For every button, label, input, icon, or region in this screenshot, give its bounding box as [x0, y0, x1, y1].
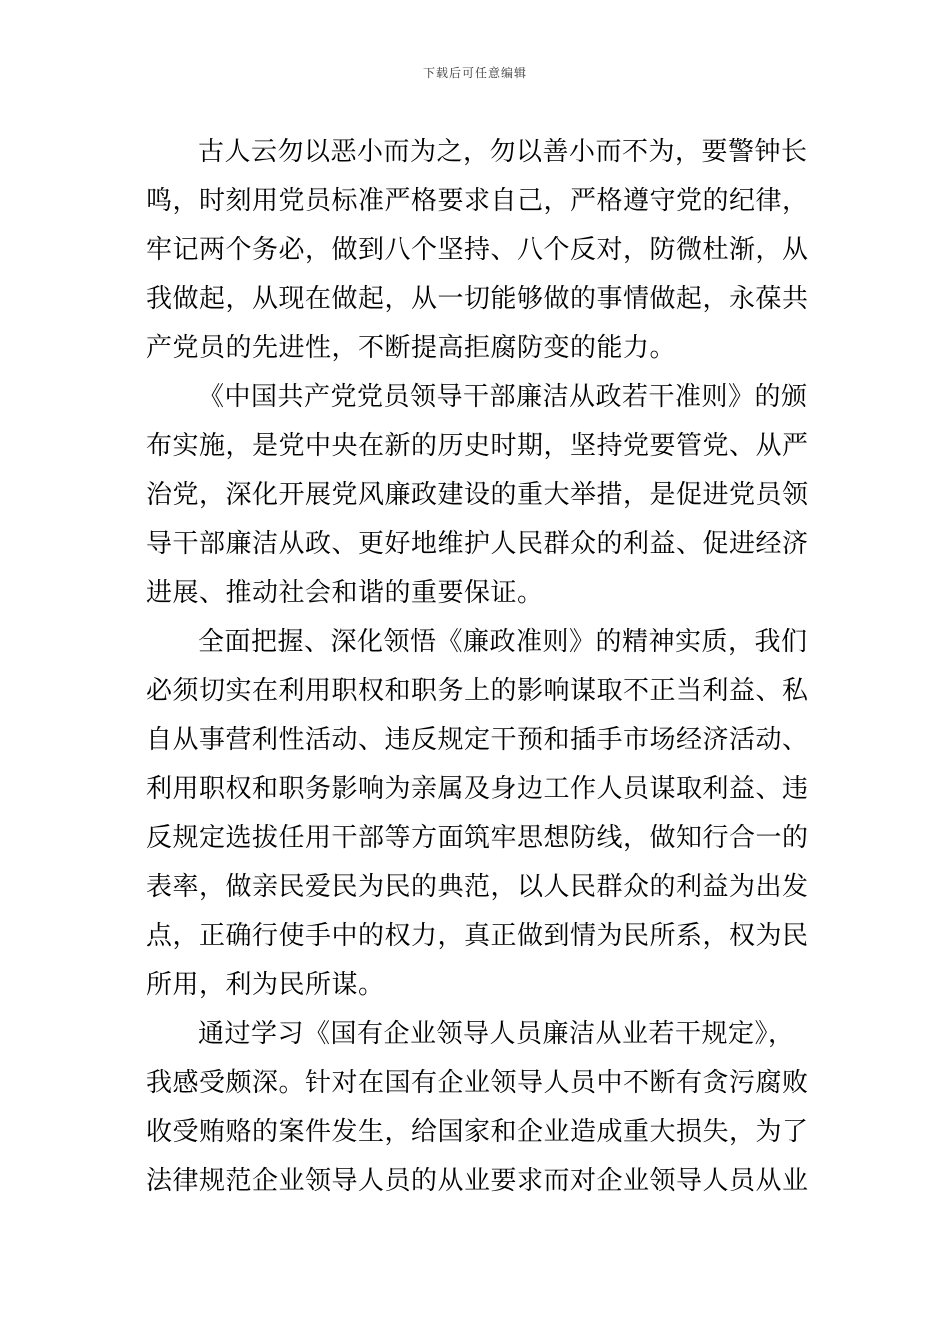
- text-line: 我感受颇深。针对在国有企业领导人员中不断有贪污腐败: [146, 1068, 809, 1098]
- paragraph-2: [146, 373, 809, 618]
- text-line: 必须切实在利用职权和职务上的影响谋取不正当利益、私: [146, 676, 809, 706]
- text-line: 自从事营利性活动、违反规定干预和插手市场经济活动、: [146, 725, 809, 755]
- text-line: 表率，做亲民爱民为民的典范，以人民群众的利益为出发: [146, 872, 809, 902]
- text-line: 反规定选拔任用干部等方面筑牢思想防线，做知行合一的: [146, 823, 809, 853]
- text-line: 布实施，是党中央在新的历史时期，坚持党要管党、从严: [146, 431, 809, 461]
- text-line: 进展、推动社会和谐的重要保证。: [146, 578, 544, 608]
- text-line: 收受贿赂的案件发生，给国家和企业造成重大损失，为了: [146, 1117, 809, 1147]
- paragraph-1: [146, 128, 809, 373]
- paragraph-4: [146, 1010, 809, 1206]
- text-line: 我做起，从现在做起，从一切能够做的事情做起，永葆共: [146, 284, 809, 314]
- text-line: 所用，利为民所谋。: [146, 970, 385, 1000]
- paragraph-3: [146, 618, 809, 1010]
- text-line: 通过学习《国有企业领导人员廉洁从业若干规定》，: [198, 1019, 795, 1049]
- text-line: 鸣，时刻用党员标准严格要求自己，严格遵守党的纪律，: [146, 186, 809, 216]
- text-line: 全面把握、深化领悟《廉政准则》的精神实质，我们: [198, 627, 808, 657]
- text-line: 点，正确行使手中的权力，真正做到情为民所系，权为民: [146, 921, 809, 951]
- text-line: 利用职权和职务影响为亲属及身边工作人员谋取利益、违: [146, 774, 809, 804]
- body-text: [146, 128, 809, 1206]
- text-line: 法律规范企业领导人员的从业要求而对企业领导人员从业: [146, 1166, 809, 1196]
- text-line: 导干部廉洁从政、更好地维护人民群众的利益、促进经济: [146, 529, 809, 559]
- text-line: 治党，深化开展党风廉政建设的重大举措，是促进党员领: [146, 480, 809, 510]
- text-line: 古人云勿以恶小而为之，勿以善小而不为，要警钟长: [198, 137, 808, 167]
- header-note: 下载后可任意编辑: [422, 66, 527, 80]
- text-line: 《中国共产党党员领导干部廉洁从政若干准则》的颁: [198, 382, 808, 412]
- text-line: 产党员的先进性，不断提高拒腐防变的能力。: [146, 333, 677, 363]
- text-line: 牢记两个务必，做到八个坚持、八个反对，防微杜渐，从: [146, 235, 809, 265]
